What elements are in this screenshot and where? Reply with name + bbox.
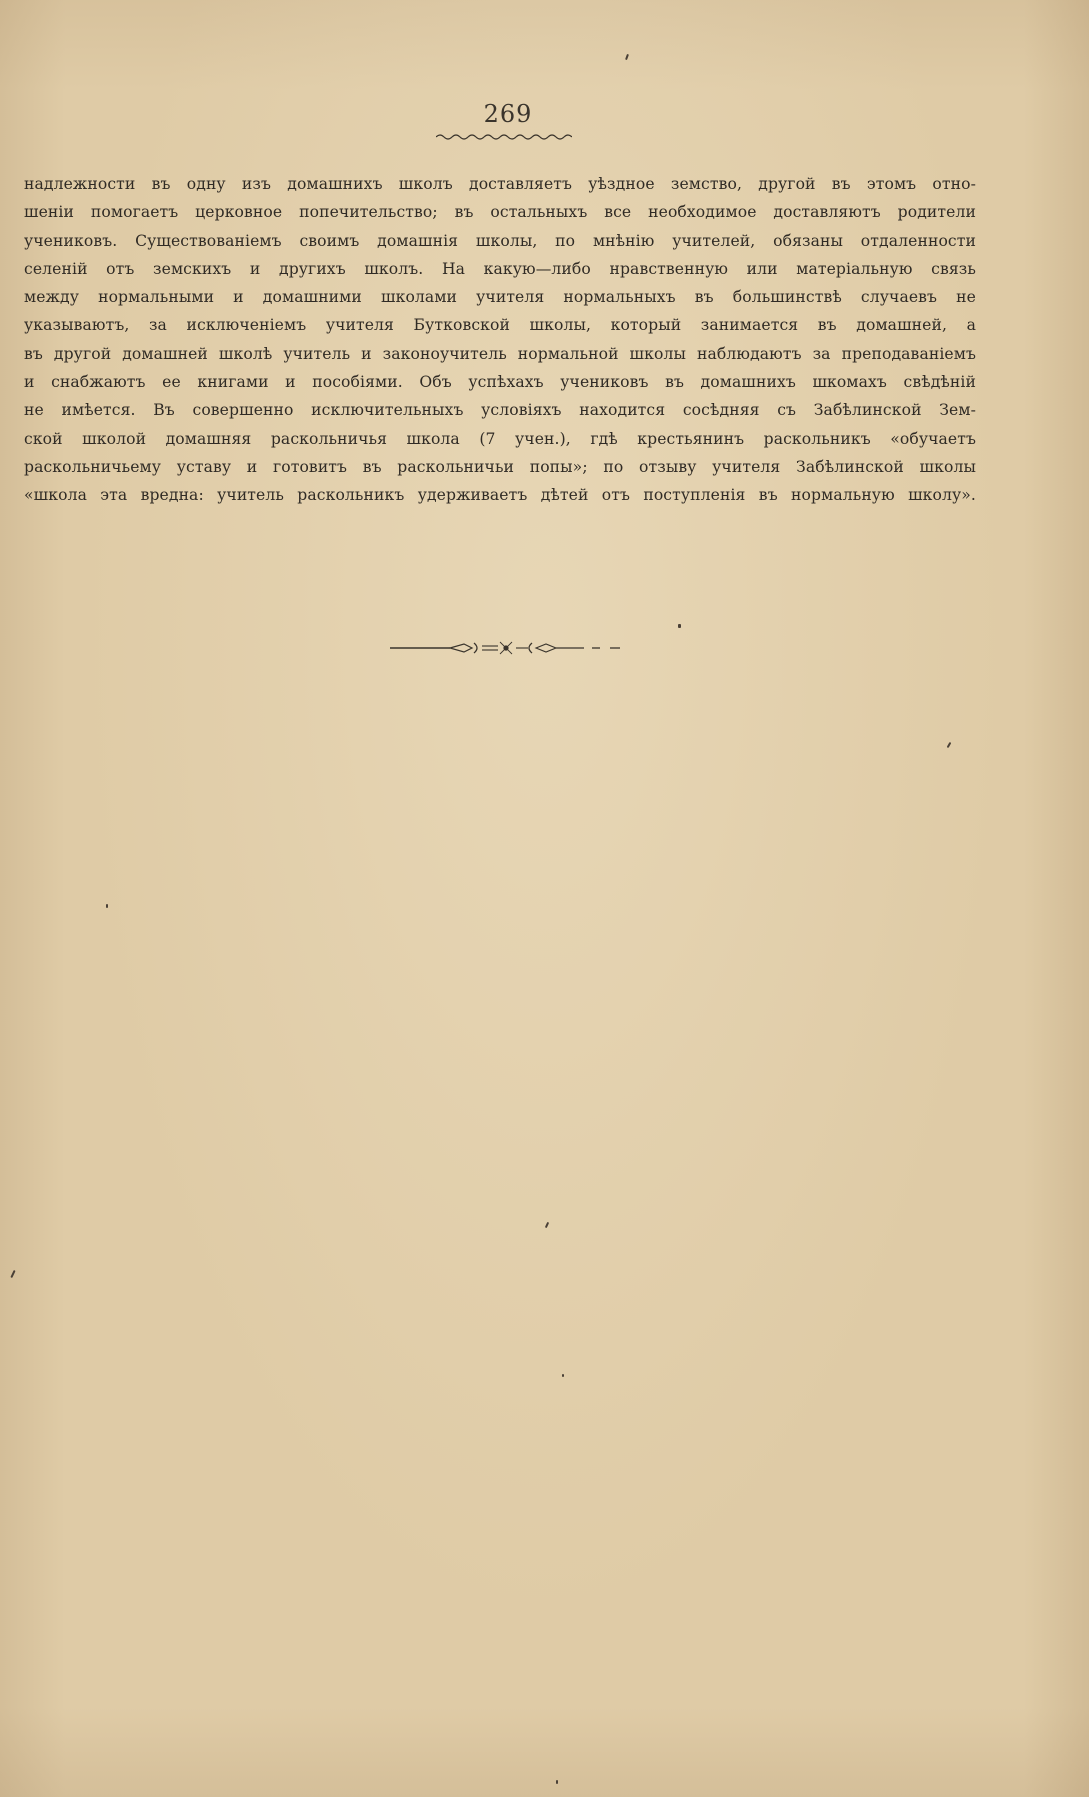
paper-speck (106, 904, 108, 908)
text-line: шеніи помогаетъ церковное попечительство; въ остальныхъ все необходимое доставляютъ родители (24, 203, 976, 222)
text-line: раскольничьему уставу и готовитъ въ раскольничьи попы»; по отзыву учителя Забѣлинской школы (24, 457, 976, 476)
text-line: ской школой домашняя раскольничья школа (7 учен.), гдѣ крестьянинъ раскольникъ «обучаетъ (24, 429, 976, 448)
text-line: надлежности въ одну изъ домашнихъ школъ доставляетъ уѣздное земство, другой въ этомъ отно- (24, 175, 976, 193)
ornamental-divider-icon (388, 636, 624, 658)
wavy-rule-icon (436, 132, 572, 142)
text-line: указываютъ, за исключеніемъ учителя Бутковской школы, который занимается въ домашней, а (24, 316, 976, 335)
paper-speck (625, 54, 629, 60)
page-number: 269 (483, 100, 533, 128)
paper-speck (545, 1222, 549, 1228)
text-line: въ другой домашней школѣ учитель и законоучитель нормальной школы наблюдаютъ за преподаваніемъ (24, 344, 976, 363)
paper-speck (10, 1270, 15, 1278)
text-line: не имѣется. Въ совершенно исключительныхъ условіяхъ находится сосѣдняя съ Забѣлинской Зем- (24, 401, 976, 420)
paper-speck (556, 1780, 558, 1784)
text-line: селеній отъ земскихъ и другихъ школъ. На какую—либо нравственную или матеріальную связь (24, 259, 976, 278)
paper-speck (947, 742, 952, 748)
text-line: и снабжаютъ ее книгами и пособіями. Объ успѣхахъ учениковъ въ домашнихъ шкомахъ свѣдѣній (24, 373, 976, 392)
paper-speck (678, 624, 681, 628)
text-line: между нормальными и домашними школами учителя нормальныхъ въ большинствѣ случаевъ не (24, 288, 976, 307)
text-line-last: «школа эта вредна: учитель раскольникъ удерживаетъ дѣтей отъ поступленія въ нормальную школу». (24, 486, 976, 505)
text-line: учениковъ. Существованіемъ своимъ домашнія школы, по мнѣнію учителей, обязаны отдаленности (24, 231, 976, 250)
paper-speck (562, 1374, 564, 1377)
body-text (24, 170, 976, 510)
